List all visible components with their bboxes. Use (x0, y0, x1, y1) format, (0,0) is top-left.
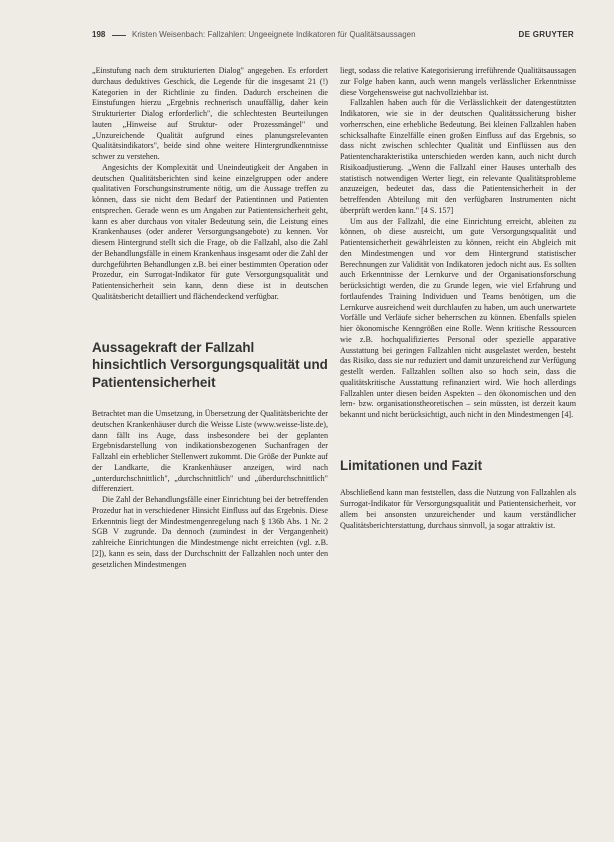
paragraph: Fallzahlen haben auch für die Verlässlichkeit der datengestützten Indikatoren, wie sie in der deutschen Qualitätssicherung bisher vorherrschen, eine erhebliche Bedeutung. Bei kleinen Fallzahlen haben schicksalhafte Einzelfälle einen großen Einfluss auf das Ergebnis, so dass nicht zwischen schlechter Qualität und Einflüssen aus den Patientencharakteristika unterschieden werden kann, auch nicht durch Risikoadjustierung. „Wenn die Fallzahl einer Hauses unterhalb des statistisch notwendigen Werter liegt, ein relevante Qualitätsprobleme anzuzeigen, bedeutet das, dass die Patientensicherheit in der betreffenden Abteilung mit den verfügbaren Instrumenten nicht überprüft werden kann." [4 S. 157] (340, 98, 576, 215)
paragraph: Um aus der Fallzahl, die eine Einrichtung erreicht, ableiten zu können, ob diese ausreicht, um gute Versorgungsqualität und Patientensicherheit gewährleisten zu können, reicht ein Abgleich mit den Mindestmengen und vor dem Hintergrund statistischer Berechnungen zur Validität von Indikatoren jedoch nicht aus. Es sollten auch Erkenntnisse der Lernkurve und der Organisationsforschung berücksichtigt werden, die zu Grunde legen, wie viel Erfahrung und fortlaufendes Training Individuen und Teams benötigen, um die Lernkurve ausreichend weit durchlaufen zu haben, um auch unerwartete Vorfälle und Verläufe sicher beherrschen zu können. Ebenfalls spielen hier ökonomische Kenngrößen eine Rolle. Wenn kritische Ressourcen wie z.B. hochqualifiziertes Personal oder spezielle apparative Ausstattung bei geringen Fallzahlen nicht ausgelastet werden, besteht das Risiko, dass sie nur reduziert und damit unzureichend zur Verfügung gestellt werden. Fallzahlen sollten also so hoch sein, dass die qualitätskritische Ausstattung refinanziert wird. Wie hoch allerdings Fallzahlen unter diesen beiden Aspekten – den ökonomischen und den lern- bzw. organisationstheoretischen – sein müssten, ist derzeit kaum bekannt und nicht berücksichtigt, auch nicht in den Mindestmengen [4]. (340, 216, 576, 419)
paragraph: „Einstufung nach dem strukturierten Dialog" angegeben. Es erfordert durchaus deduktives Geschick, die Legende für die insgesamt 21 (!) Kategorien in der Richtlinie zu finden. Dadurch erscheinen die Einstufungen hierzu „Ergebnis rechnerisch unauffällig, daher kein Strukturierter Dialog erforderlich", die schlechtesten Beurteilungen lauten „Hinweise auf Struktur- oder Prozessmängel" und „Unzureichende Qualität aufgrund eines planungsrelevanten Qualitätsindikators", beide sind ohne weitere Hintergrundkenntnisse schwer zu verstehen. (92, 66, 328, 161)
publisher-logo: DE GRUYTER (518, 30, 574, 39)
left-column (92, 66, 328, 570)
paragraph: Betrachtet man die Umsetzung, in Übersetzung der Qualitätsberichte der deutschen Krankenhäuser durch die Weisse Liste (www.weisse-liste.de), dann fällt ins Auge, dass insbesondere bei der geplanten Ergebnisdarstellung von indikationsbezogenen Suchanfragen der Fallzahl ein erheblicher Stellenwert zukommt. Die Größe der Punkte auf der Landkarte, die Krankenhäuser anzeigen, wird nach „unterdurchschnittlich", „durchschnittlich" und „überdurchschnittlich" differenziert. (92, 409, 328, 494)
right-column (340, 66, 576, 531)
page-header (92, 30, 574, 42)
section-heading: Limitationen und Fazit (340, 457, 483, 473)
paragraph: liegt, sodass die relative Kategorisierung irreführende Qualitätsaussagen zur Folge haben kann, auch wenn mangels verlässlicher Erkenntnisse diese Vorgehensweise gut nachvollziehbar ist. (340, 66, 576, 97)
section-heading: Aussagekraft der Fallzahl hinsichtlich Versorgungsqualität und Patientensicherheit (92, 339, 328, 390)
paragraph: Angesichts der Komplexität und Uneindeutigkeit der Angaben in deutschen Qualitätsberichten sind keine einzelgruppen oder andere qualitativen Forschungsinstrumente nötig, um die Aussage treffen zu können, dass sie nicht dem Bedarf der Patientinnen und Patienten entsprechen. Gerade wenn es um Angaben zur Patientensicherheit geht, kann es aber durchaus von vitaler Bedeutung sein, die Leistung eines Krankenhauses (oder anderer Versorgungsangebote) zu kennen. Vor diesem Hintergrund stellt sich die Frage, ob die Fallzahl, also die Zahl der Behandlungsfälle in einem Krankenhaus insgesamt oder die Zahl der durchgeführten Behandlungen z.B. bei einer bestimmten Operation oder Prozedur, ein Surrogat-Indikator für gute Versorgungsqualität und Patientensicherheit sein kann, denn diese ist in deutschen Qualitätsbericht detailliert und flächendeckend verfügbar. (92, 162, 328, 301)
paragraph: Abschließend kann man feststellen, dass die Nutzung von Fallzahlen als Surrogat-Indikator für Versorgungsqualität und Patientensicherheit, vor allem bei ansonsten unzureichender und kaum verständlicher Qualitätsberichterstattung, durchaus sinnvoll, ja sogar attraktiv ist. (340, 488, 576, 530)
paragraph: Die Zahl der Behandlungsfälle einer Einrichtung bei der betreffenden Prozedur hat in verschiedener Hinsicht Einfluss auf das Ergebnis. Diese Erkenntnis liegt der Mindestmengenregelung nach § 136b Abs. 1 Nr. 2 SGB V zugrunde. Da dennoch (zumindest in der Vergangenheit) zahlreiche Einrichtungen die Mindestmenge nicht erreichten (vgl. z.B. [2]), kann es sein, dass der Durchschnitt der Fallzahlen noch unter den gesetzlichen Mindestmengen (92, 495, 328, 569)
page-number: 198 (92, 30, 106, 39)
header-rule (112, 35, 126, 36)
running-title: Kristen Weisenbach: Fallzahlen: Ungeeignete Indikatoren für Qualitätsaussagen (132, 30, 416, 39)
